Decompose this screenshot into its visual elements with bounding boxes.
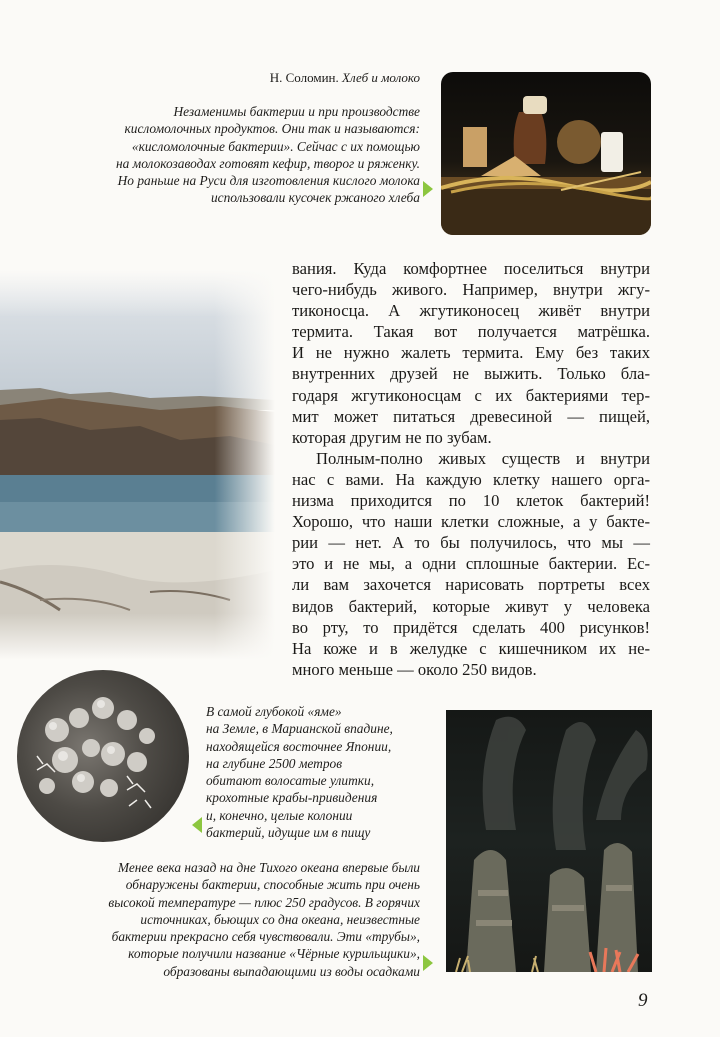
caption-line: на Земле, в Марианской впадине, [206,721,393,737]
snails-crabs-illustration [17,670,189,842]
text-line: тиконосца. А жгутиконосец живёт внутри [292,301,650,321]
caption-line: бактерии прекрасно себя чувствовали. Эти «трубы», [111,929,420,945]
caption-line: Но раньше на Руси для изготовления кислого молока [117,173,420,189]
caption-line: находящейся восточнее Японии, [206,738,392,754]
text-line: много меньше — около 250 видов. [292,659,537,679]
text-line: И не нужно жалеть термита. Ему без таких [292,343,650,363]
lake-landscape-photo [0,270,275,660]
caption-pointer-left-icon [192,817,202,833]
caption-line: крохотные крабы-привидения [206,790,378,806]
text-line: годаря жгутиконосцам с их бактериями тер- [292,385,650,405]
caption-line: обитают волосатые улитки, [206,773,375,789]
caption-line: которые получили название «Чёрные курильщики», [128,946,420,962]
artwork-author: Н. Соломин. [269,70,339,85]
text-line: ли вам захочется нарисовать портреты всех [292,575,650,595]
caption-bread-milk [60,103,420,207]
caption-line: источниках, бьющих со дна океана, неизвестные [140,911,420,927]
still-life-illustration [441,72,651,235]
text-line: Полным-полно живых существ и внутри [316,448,650,468]
caption-pointer-right-icon [423,181,433,197]
caption-line: обнаружены бактерии, способные жить при очень [125,877,420,893]
text-line: видов бактерий, которые живут у человека [292,596,650,616]
artwork-title: Хлеб и молоко [342,70,420,85]
caption-line: использовали кусочек ржаного хлеба [210,190,420,206]
caption-line: В самой глубокой «яме» [206,704,342,719]
caption-mariana-trench [206,703,426,841]
text-line: мит может питаться древесиной — пищей, [292,406,650,426]
text-line: низма приходится по 10 клеток бактерий! [292,491,650,511]
caption-pointer-right-icon [423,955,433,971]
text-line: рии — нет. А то бы получилось, что мы — [292,533,650,553]
text-line: Хорошо, что наши клетки сложные, а у бакте- [292,512,650,532]
caption-black-smokers [52,859,420,980]
text-line: которая другим не по зубам. [292,427,492,447]
caption-line: на глубине 2500 метров [206,755,343,771]
black-smokers-illustration [446,710,652,972]
caption-line: Менее века назад на дне Тихого океана впервые были [117,860,420,875]
caption-line: образованы выпадающими из воды осадками [163,963,420,979]
caption-line: кисломолочных продуктов. Они так и называются: [124,121,420,137]
deep-sea-creatures-photo [17,670,189,842]
text-line: во рту, то придётся сделать 400 рисунков! [292,617,650,637]
caption-line: высокой температуре — плюс 250 градусов. В горячих [108,894,420,910]
still-life-painting [441,72,651,235]
text-line: термита. Такая вот получается матрёшка. [292,322,650,342]
caption-line: Незаменимы бактерии и при производстве [173,104,420,119]
caption-line: и, конечно, целые колонии [206,807,353,823]
text-line: нас с вами. На каждую клетку нашего орга- [292,469,650,489]
landscape-illustration [0,270,275,660]
text-line: внутренних друзей не выжить. Только бла- [292,364,650,384]
page-number: 9 [638,990,648,1011]
caption-line: на молокозаводах готовят кефир, творог и ряженку. [115,155,420,171]
caption-line: «кисломолочные бактерии». Сейчас с их помощью [131,138,420,154]
text-line: На коже и в желудке с кишечником их не- [292,638,650,658]
text-line: вания. Куда комфортнее поселиться внутри [292,259,650,278]
caption-line: бактерий, идущие им в пищу [206,825,371,841]
text-line: это и не мы, а одни сплошные бактерии. Ес- [292,554,650,574]
artwork-credit [150,70,420,86]
hydrothermal-vents-illustration [446,710,652,972]
main-text [292,258,650,680]
text-line: чего-нибудь живого. Например, внутри жгу- [292,280,650,300]
